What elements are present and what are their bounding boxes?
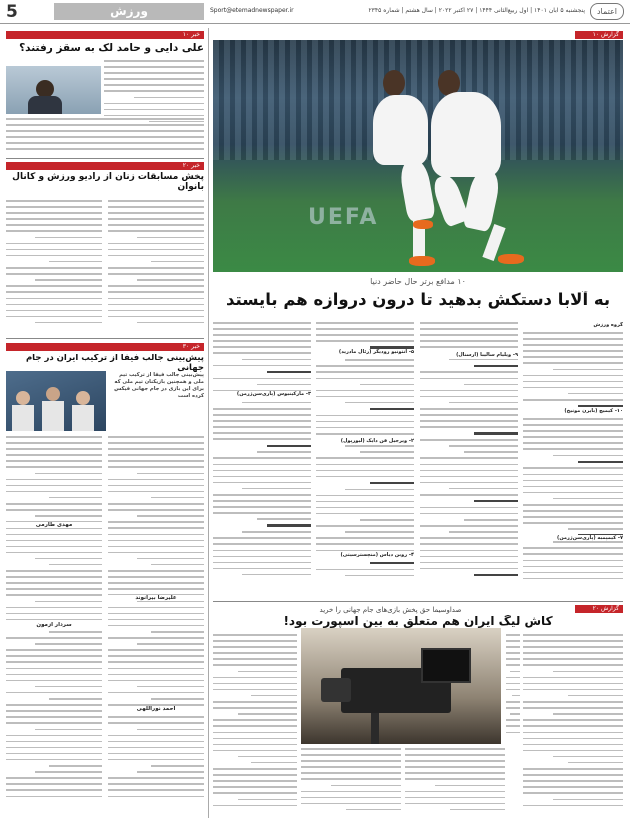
subhead-7: ۷- کیمپمبه (پاری‌سن‌ژرمن) [523, 535, 623, 541]
left-story1-body-2 [6, 118, 204, 154]
subhead-6: ۱۰- کیمیچ (بایرن مونیخ) [523, 408, 623, 414]
divider [213, 601, 623, 602]
section-label: ورزش [54, 3, 204, 20]
player-boot [409, 256, 435, 266]
second-body-col5 [405, 748, 505, 816]
second-body-col2 [213, 634, 297, 816]
main-body-col4 [213, 322, 311, 592]
second-body-col3 [506, 634, 520, 744]
player-body [373, 95, 428, 165]
left-story2-body-2 [108, 200, 204, 332]
uefa-board-text: UEFA [308, 205, 379, 230]
page-number: 5 [6, 2, 18, 22]
player-boot [498, 254, 524, 264]
subhead-5: ۴- روبن دیاس (منچسترسیتی) [316, 552, 414, 558]
byline-3: علیرضا بیرانوند [108, 595, 204, 601]
left-story2-body [6, 200, 102, 332]
report-tag: گزارش ۱۰ [575, 31, 623, 39]
subhead-2: ۵- آنتونیو رودیگر (رئال مادرید) [316, 349, 414, 355]
main-kicker: ۱۰ مدافع برتر حال حاضر دنیا [370, 277, 466, 286]
newspaper-logo: اعتماد [590, 3, 624, 20]
left-story3-title[interactable]: پیش‌بینی جالب فیفا از ترکیب ایران در جام جهانی [25, 354, 204, 373]
subhead-4: ۲- ویرجیل فن دایک (لیورپول) [316, 438, 414, 444]
column-divider [208, 28, 209, 818]
report-tag-2: گزارش ۲۰ [575, 605, 623, 613]
coach-photo [6, 66, 101, 114]
main-body-col1 [523, 332, 623, 592]
byline-4: احمد نوراللهی [108, 706, 204, 712]
main-body-col2 [420, 322, 518, 592]
player-leg [398, 158, 436, 222]
date-line: پنجشنبه ۵ آبان ۱۴۰۱ | اول ربیع‌الثانی ۱۴۴۴ | ۲۷ اکتبر ۲۰۲۲ | سال هشتم | شماره ۲۳۴۵ [368, 7, 585, 14]
left-story3-sub: پیش‌بینی جالب فیفا از ترکیب تیم ملی و همچنین بازیکنان تیم‌ ملی که برای این بازی در جام جهانی فیکس کرده است [114, 372, 204, 399]
main-photo [213, 40, 623, 272]
player-boot [413, 220, 433, 229]
camera-photo [301, 628, 501, 744]
second-kicker: صداوسیما حق پخش بازی‌های جام جهانی را خرید [319, 606, 462, 614]
second-body-col4 [301, 748, 401, 816]
page-header [0, 0, 630, 24]
tripod [371, 713, 379, 744]
subhead-3: ۳- مارکینیوس (پاری‌سن‌ژرمن) [213, 391, 311, 397]
left-story1-title[interactable]: علی دایی و حامد لک به سقز رفتند؟ [19, 42, 204, 54]
intro-label: گروه ورزش [593, 322, 623, 328]
player-leg [462, 168, 502, 233]
camera-lens [321, 678, 351, 702]
byline-1: مهدی طارمی [6, 522, 102, 528]
camera-monitor [421, 648, 471, 683]
second-headline[interactable]: کاش لیگ ایران هم متعلق به بین اسپورت بود! [283, 615, 553, 628]
player-body [431, 92, 501, 177]
section-email[interactable]: Sport@etemadnewspaper.ir [210, 7, 294, 14]
divider [6, 338, 204, 339]
main-headline[interactable]: به آلابا دستکش بدهید تا درون دروازه هم بایستد [225, 291, 611, 309]
second-body-col1 [523, 634, 623, 816]
divider [6, 158, 204, 159]
subhead-1: ۹- ویلیام سالیبا (آرسنال) [420, 352, 518, 358]
left-story3-body-2 [108, 436, 204, 814]
byline-2: سردار آزمون [6, 622, 102, 628]
team-photo [6, 371, 106, 431]
news-tag-1: خبر ۱۰ [6, 31, 204, 39]
news-tag-2: خبر ۲۰ [6, 162, 204, 170]
news-tag-3: خبر ۳۰ [6, 343, 204, 351]
left-story2-title[interactable]: پخش مسابقات زنان از رادیو ورزش و کانال بانوان [12, 172, 204, 193]
player-leg [430, 172, 470, 227]
player-head [383, 70, 405, 96]
